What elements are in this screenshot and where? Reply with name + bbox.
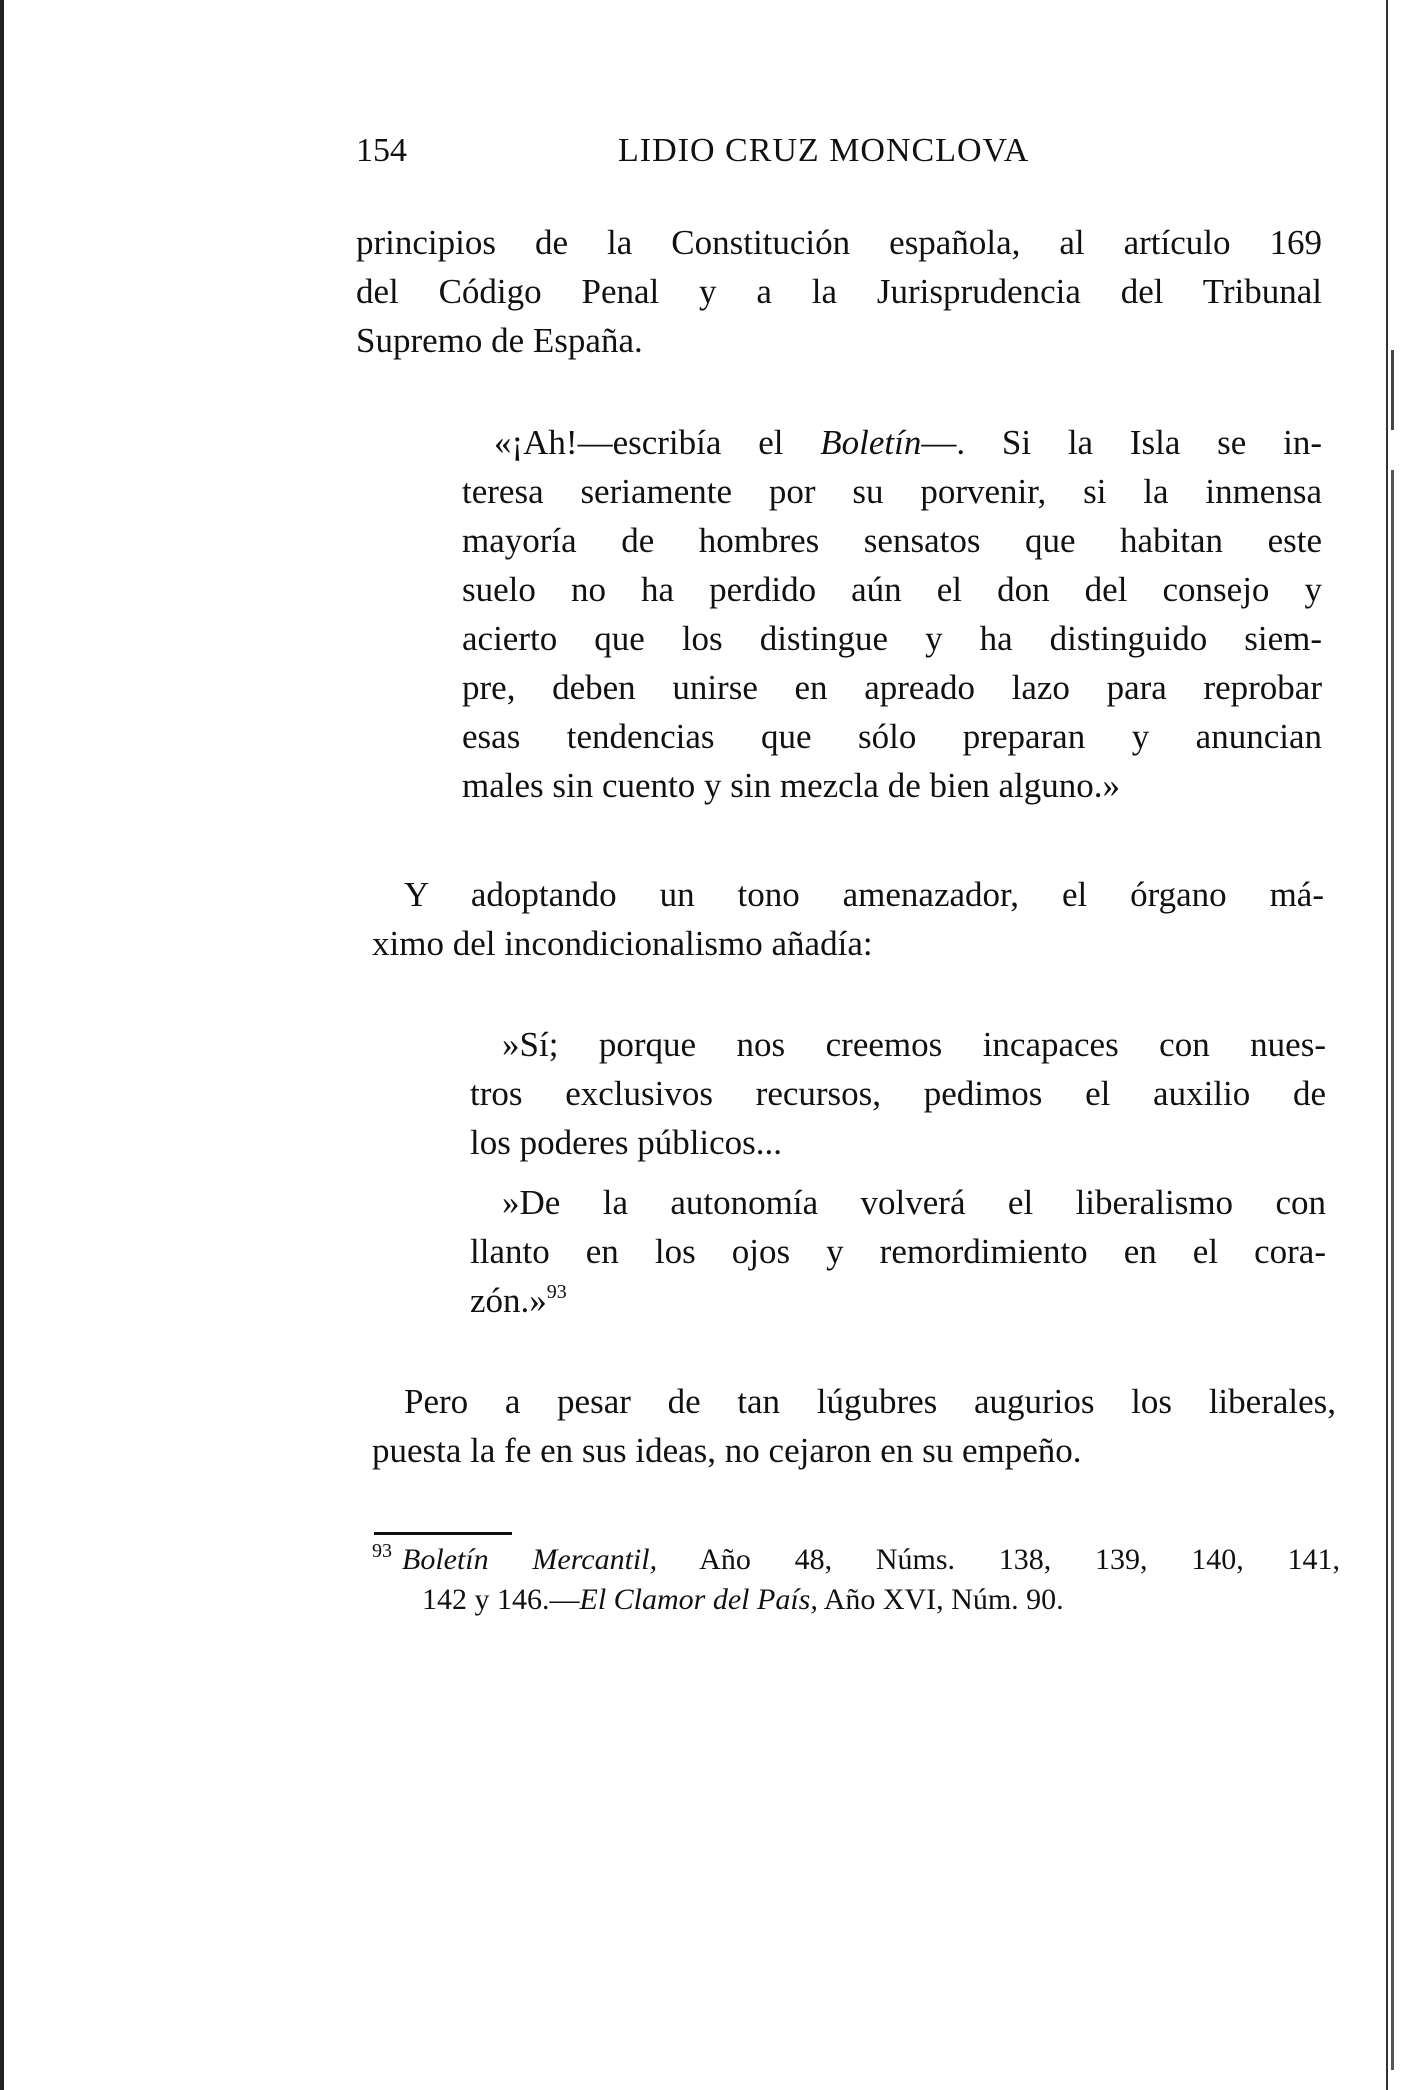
text-line: esas tendencias que sólo preparan y anuncian [462, 717, 1322, 756]
scan-edge-right-inner [1391, 470, 1394, 2070]
text-line: los poderes públicos... [470, 1123, 783, 1162]
scan-edge-right-mark [1391, 350, 1394, 430]
paragraph-1 [356, 218, 1322, 365]
footnote-line [372, 1580, 1340, 1620]
footnote-italic: El Clamor del País, [579, 1583, 818, 1616]
text-line: Y adoptando un tono amenazador, el órgano má- [404, 875, 1324, 914]
footnote-text: 142 y 146.— [422, 1583, 580, 1616]
text-line [462, 418, 1322, 467]
footnote-reference: 93 [546, 1281, 567, 1303]
block-quote-1 [462, 418, 1322, 810]
page-number: 154 [356, 132, 407, 169]
quote-lead-italic: Boletín [820, 423, 922, 462]
text-line: »Sí; porque nos creemos incapaces con nues- [502, 1025, 1326, 1064]
text-line: mayoría de hombres sensatos que habitan este [462, 521, 1322, 560]
footnote-italic: Boletín Mercantil, [402, 1543, 658, 1576]
paragraph-3 [372, 1377, 1336, 1475]
text-line: Pero a pesar de tan lúgubres augurios los liberales, [404, 1382, 1336, 1421]
footnote [372, 1540, 1340, 1620]
paragraph-2 [372, 870, 1324, 968]
text-line: Supremo de España. [356, 321, 643, 360]
text-line: llanto en los ojos y remordimiento en el cora- [470, 1232, 1326, 1271]
footnote-number: 93 [372, 1540, 392, 1562]
quote-lead-tail: —. Si la Isla se in- [921, 423, 1322, 462]
text-line: tros exclusivos recursos, pedimos el auxilio de [470, 1074, 1326, 1113]
running-head: LIDIO CRUZ MONCLOVA [618, 132, 1030, 169]
text-line: acierto que los distingue y ha distinguido siem- [462, 619, 1322, 658]
footnote-text: Año 48, Núms. 138, 139, 140, 141, [657, 1543, 1341, 1576]
block-quote-3 [470, 1178, 1326, 1325]
text-line: ximo del incondicionalismo añadía: [372, 924, 873, 963]
block-quote-2 [470, 1020, 1326, 1167]
quote-last-line: zón.» [470, 1281, 547, 1320]
quote-lead: «¡Ah!—escribía el [494, 423, 821, 462]
text-line [470, 1276, 1326, 1325]
footnote-rule [374, 1532, 512, 1535]
text-line: teresa seriamente por su porvenir, si la inmensa [462, 472, 1322, 511]
scan-edge-left [0, 0, 4, 2090]
page-header [356, 132, 1336, 182]
text-line: »De la autonomía volverá el liberalismo con [502, 1183, 1326, 1222]
scan-edge-right [1386, 0, 1388, 2090]
text-line: principios de la Constitución española, al artículo 169 [356, 223, 1322, 262]
text-line: pre, deben unirse en apreado lazo para reprobar [462, 668, 1322, 707]
text-line: del Código Penal y a la Jurisprudencia del Tribunal [356, 272, 1322, 311]
footnote-text: Año XVI, Núm. 90. [817, 1583, 1064, 1616]
text-line: puesta la fe en sus ideas, no cejaron en su empeño. [372, 1431, 1082, 1470]
text-line: males sin cuento y sin mezcla de bien alguno.» [462, 766, 1121, 805]
footnote-line [372, 1540, 1340, 1580]
text-line: suelo no ha perdido aún el don del consejo y [462, 570, 1322, 609]
